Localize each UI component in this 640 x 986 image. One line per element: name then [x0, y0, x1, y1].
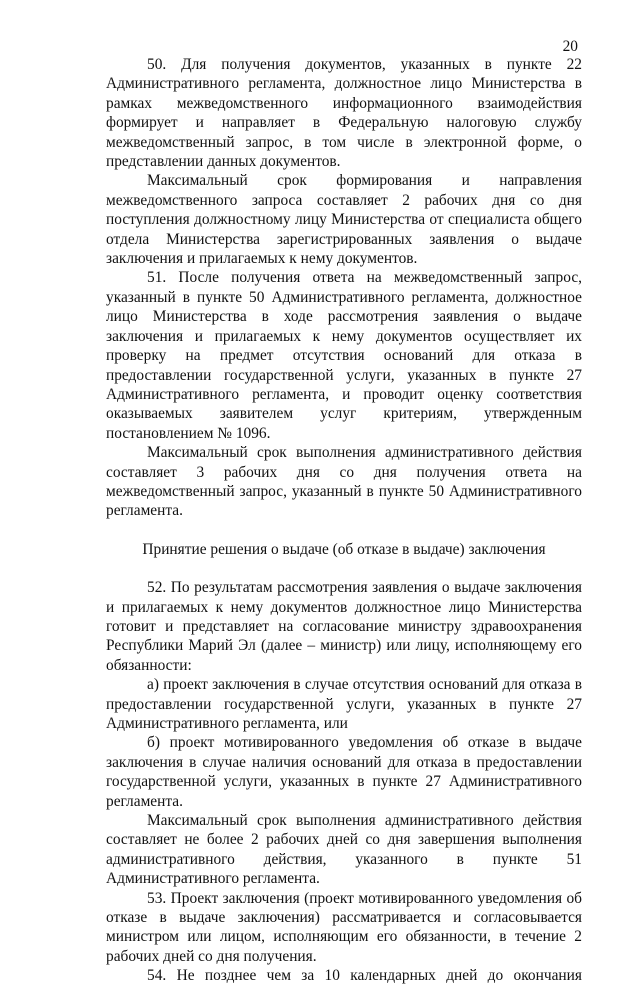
paragraph-52-deadline: Максимальный срок выполнения административного действия составляет не более 2 рабочих дней со дня завершения выполнения административного действия, указанного в пункте 51 Административного регламента. [106, 812, 582, 888]
paragraph-53: 53. Проект заключения (проект мотивированного уведомления об отказе в выдаче заключения) рассматривается и согласовывается министром или лицом, исполняющим его обязанности, в течение 2 рабочих дней со дня получения. [106, 889, 582, 965]
paragraph-50-deadline: Максимальный срок формирования и направления межведомственного запроса составляет 2 рабочих дня со дня поступления должностному лицу Министерства от специалиста общего отдела Министерства зарегистрированных заявления о выдаче заключения и прилагаемых к нему документов. [106, 172, 582, 268]
paragraph-52-a: а) проект заключения в случае отсутствия оснований для отказа в предоставлении государственной услуги, указанных в пункте 27 Административного регламента, или [106, 676, 582, 732]
paragraph-52: 52. По результатам рассмотрения заявления о выдаче заключения и прилагаемых к нему документов должностное лицо Министерства готовит и представляет на согласование министру здравоохранения Республики Марий Эл (далее – министр) или лицу, исполняющему его обязанности: [106, 579, 582, 674]
paragraph-51-deadline: Максимальный срок выполнения административного действия составляет 3 рабочих дня со дня получения ответа на межведомственный запрос, указанный в пункте 50 Административного регламента. [106, 444, 582, 520]
paragraph-52-b: б) проект мотивированного уведомления об отказе в выдаче заключения в случае наличия оснований для отказа в предоставлении государственной услуги, указанных в пункте 27 Административного регламента. [106, 734, 582, 810]
paragraph-54: 54. Не позднее чем за 10 календарных дней до окончания [147, 967, 582, 985]
paragraph-50: 50. Для получения документов, указанных в пункте 22 Административного регламента, должностное лицо Министерства в рамках межведомственного информационного взаимодействия формирует и направляет в Федеральную налоговую службу межведомственный запрос, в том числе в электронной форме, о представлении данных документов. [106, 56, 582, 171]
paragraph-51: 51. После получения ответа на межведомственный запрос, указанный в пункте 50 Административного регламента, должностное лицо Министерства в ходе рассмотрения заявления о выдаче заключения и прилагаемых к нему документов осуществляет их проверку на предмет отсутствия оснований для отказа в предоставлении государственной услуги, указанных в пункте 27 Административного регламента, и проводит оценку соответствия оказываемых заявителем услуг критериям, утвержденным постановлением № 1096. [106, 269, 582, 442]
document-body [106, 55, 582, 986]
page-number: 20 [562, 38, 578, 55]
section-heading: Принятие решения о выдаче (об отказе в выдаче) заключения [142, 540, 546, 558]
